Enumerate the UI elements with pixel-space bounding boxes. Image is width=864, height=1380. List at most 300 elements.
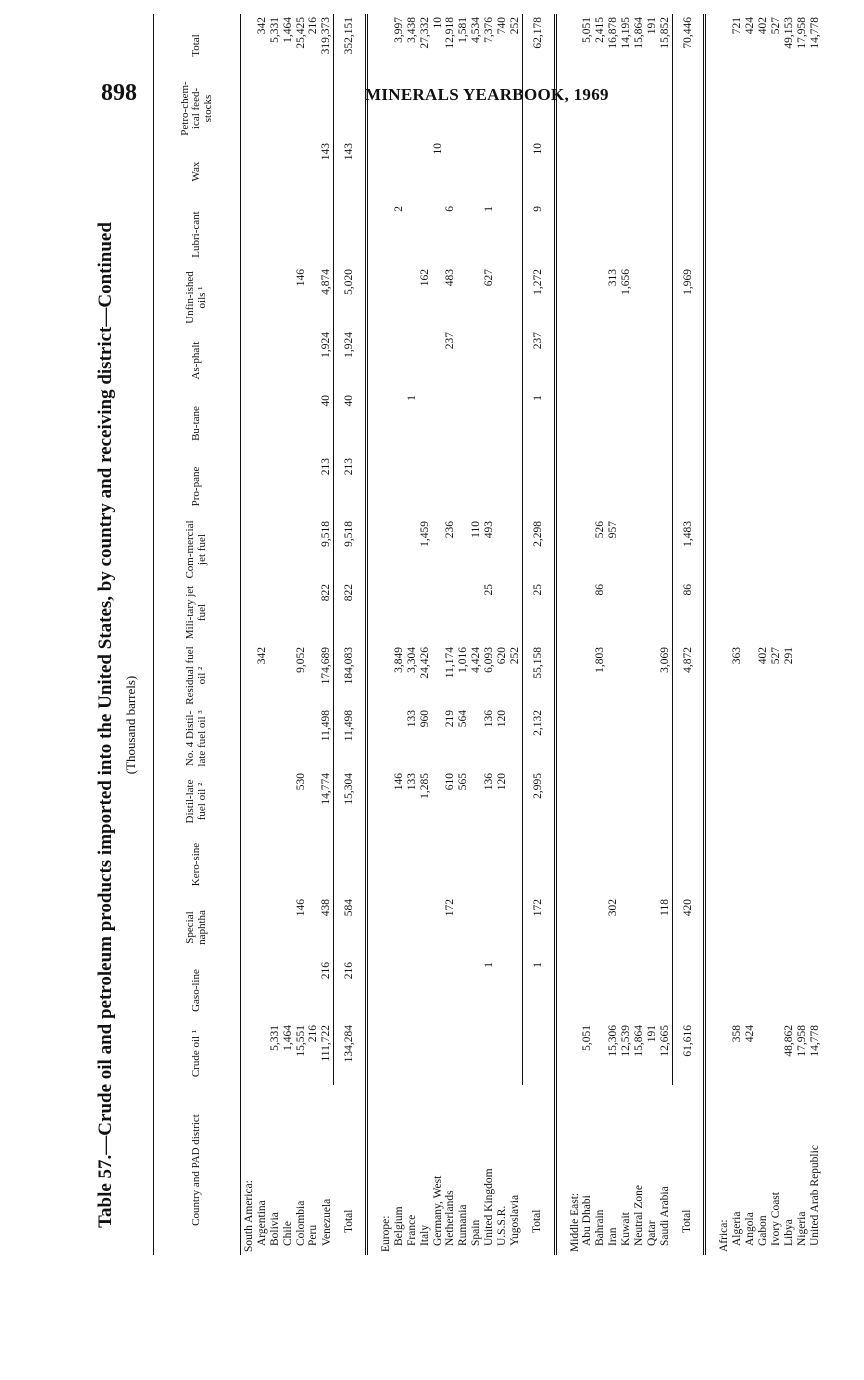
column-header: Petro-chem-ical feed-stocks: [154, 77, 241, 140]
value-cell: [269, 896, 282, 959]
value-cell: [796, 140, 809, 203]
value-cell: 822: [320, 584, 333, 602]
value-cell: [607, 833, 620, 896]
value-cell: [770, 707, 783, 770]
value-cell: 143: [334, 140, 367, 203]
table-row: [581, 14, 594, 1255]
value-cell: 191: [645, 17, 658, 35]
value-cell: 1,803: [594, 647, 607, 673]
value-cell: [307, 455, 320, 518]
value-cell: [783, 392, 796, 455]
value-cell: [419, 581, 432, 644]
value-cell: [509, 203, 522, 266]
value-cell: [607, 140, 620, 203]
value-cell: 216: [334, 959, 367, 1022]
country-name: Nigeria: [795, 1211, 808, 1246]
value-cell: [406, 959, 419, 1022]
value-cell: [672, 455, 705, 518]
value-cell: [744, 203, 757, 266]
value-cell: [393, 392, 406, 455]
value-cell: 12,918: [444, 17, 457, 49]
value-cell: 4,872: [672, 644, 705, 707]
value-cell: [607, 392, 620, 455]
value-cell: [783, 329, 796, 392]
value-cell: 11,174: [444, 647, 457, 679]
country-name: Qatar: [645, 1220, 658, 1246]
value-cell: [796, 896, 809, 959]
value-cell: 146: [392, 773, 405, 791]
country-name: Saudi Arabia: [658, 1186, 671, 1246]
value-cell: [581, 77, 594, 140]
value-cell: [809, 770, 822, 833]
value-cell: 1,464: [281, 17, 294, 43]
value-cell: [744, 707, 757, 770]
value-cell: [457, 959, 470, 1022]
value-cell: [594, 329, 607, 392]
value-cell: 424: [744, 1025, 757, 1043]
value-cell: [496, 896, 509, 959]
value-cell: [594, 1022, 607, 1085]
value-cell: [496, 833, 509, 896]
value-cell: [406, 203, 419, 266]
value-cell: 1,459: [418, 521, 431, 547]
value-cell: 120: [495, 710, 508, 728]
value-cell: 565: [457, 773, 470, 791]
value-cell: [444, 833, 457, 896]
value-cell: 219: [444, 710, 457, 728]
value-cell: [282, 329, 295, 392]
value-cell: [522, 455, 555, 518]
value-cell: [256, 455, 269, 518]
value-cell: [334, 77, 367, 140]
value-cell: [783, 140, 796, 203]
value-cell: 236: [444, 521, 457, 539]
value-cell: [334, 833, 367, 896]
value-cell: [444, 959, 457, 1022]
value-cell: 302: [607, 899, 620, 917]
value-cell: 3,304: [405, 647, 418, 673]
value-cell: [432, 1022, 445, 1085]
value-cell: 957: [607, 521, 620, 539]
value-cell: [320, 203, 333, 266]
table-row: [757, 14, 770, 1255]
value-cell: [457, 77, 470, 140]
value-cell: [607, 581, 620, 644]
value-cell: [796, 455, 809, 518]
value-cell: [470, 203, 483, 266]
value-cell: 1,969: [672, 266, 705, 329]
value-cell: [770, 1022, 783, 1085]
value-cell: [295, 77, 308, 140]
value-cell: [419, 896, 432, 959]
country-name: Spain: [470, 1219, 483, 1246]
value-cell: [256, 203, 269, 266]
spacer-row: [555, 14, 567, 1255]
value-cell: [393, 959, 406, 1022]
value-cell: [393, 833, 406, 896]
table-row: [607, 14, 620, 1255]
country-name: Venezuela: [320, 1198, 333, 1246]
value-cell: [269, 518, 282, 581]
total-row: [672, 14, 705, 1255]
value-cell: [282, 518, 295, 581]
value-cell: 15,304: [334, 770, 367, 833]
table-row: [307, 14, 320, 1255]
value-cell: [470, 266, 483, 329]
value-cell: [496, 77, 509, 140]
value-cell: [731, 140, 744, 203]
value-cell: [607, 644, 620, 707]
value-cell: 70,446: [672, 14, 705, 77]
table-title: Table 57.—Crude oil and petroleum products imported into the United States, by country and receiving district—Continued: [95, 222, 116, 1228]
column-header: As-phalt: [154, 329, 241, 392]
value-cell: 1: [483, 206, 495, 212]
value-cell: [809, 329, 822, 392]
value-cell: [419, 1022, 432, 1085]
spacer-cell: [555, 14, 567, 1255]
value-cell: [307, 959, 320, 1022]
value-cell: 11,498: [334, 707, 367, 770]
country-name: Libya: [782, 1219, 795, 1246]
value-cell: [295, 392, 308, 455]
value-cell: [470, 959, 483, 1022]
value-cell: 291: [782, 647, 795, 665]
value-cell: [406, 140, 419, 203]
value-cell: 10: [431, 143, 444, 155]
value-cell: 15,551: [294, 1025, 307, 1057]
value-cell: 133: [405, 773, 418, 791]
value-cell: [646, 581, 659, 644]
value-cell: 1: [522, 392, 555, 455]
table-row: [646, 14, 659, 1255]
value-cell: 5,331: [268, 17, 281, 43]
spacer-cell: [367, 14, 379, 1255]
value-cell: [659, 140, 672, 203]
value-cell: [809, 644, 822, 707]
country-name: Colombia: [294, 1200, 307, 1246]
value-cell: [594, 203, 607, 266]
table-row: [470, 14, 483, 1255]
country-name: Italy: [418, 1224, 431, 1246]
value-cell: [783, 707, 796, 770]
value-cell: [269, 392, 282, 455]
value-cell: [809, 140, 822, 203]
value-cell: [419, 329, 432, 392]
value-cell: [509, 896, 522, 959]
value-cell: 319,373: [320, 17, 333, 55]
value-cell: 402: [757, 647, 769, 665]
value-cell: [646, 266, 659, 329]
value-cell: [659, 329, 672, 392]
value-cell: [509, 140, 522, 203]
value-cell: [770, 140, 783, 203]
value-cell: [633, 770, 646, 833]
value-cell: [282, 833, 295, 896]
value-cell: [406, 455, 419, 518]
value-cell: 213: [320, 458, 333, 476]
value-cell: [307, 392, 320, 455]
value-cell: [796, 581, 809, 644]
value-cell: [757, 77, 770, 140]
value-cell: 3,849: [392, 647, 405, 673]
value-cell: [809, 266, 822, 329]
value-cell: [659, 707, 672, 770]
value-cell: 10: [431, 17, 444, 29]
value-cell: 527: [769, 17, 782, 35]
running-head: MINERALS YEARBOOK, 1969: [365, 85, 609, 104]
value-cell: [744, 644, 757, 707]
value-cell: [496, 581, 509, 644]
value-cell: [295, 581, 308, 644]
value-cell: [282, 896, 295, 959]
value-cell: [581, 896, 594, 959]
value-cell: [256, 959, 269, 1022]
value-cell: [406, 896, 419, 959]
value-cell: 9: [522, 203, 555, 266]
value-cell: [432, 959, 445, 1022]
value-cell: [783, 581, 796, 644]
value-cell: [770, 392, 783, 455]
value-cell: [581, 140, 594, 203]
value-cell: 55,158: [522, 644, 555, 707]
value-cell: [607, 77, 620, 140]
value-cell: 86: [594, 584, 607, 596]
table-row: [295, 14, 308, 1255]
value-cell: [757, 581, 770, 644]
value-cell: [783, 203, 796, 266]
value-cell: 25: [522, 581, 555, 644]
value-cell: [256, 266, 269, 329]
value-cell: [620, 581, 633, 644]
column-header: Crude oil ¹: [154, 1022, 241, 1085]
column-header: Com-mercial jet fuel: [154, 518, 241, 581]
table-row: [483, 14, 496, 1255]
value-cell: [594, 140, 607, 203]
column-header: Lubri-cant: [154, 203, 241, 266]
value-cell: [444, 140, 457, 203]
value-cell: [659, 833, 672, 896]
value-cell: [470, 329, 483, 392]
value-cell: 14,778: [808, 1025, 821, 1057]
value-cell: [633, 77, 646, 140]
value-cell: 1,924: [320, 332, 333, 358]
value-cell: [809, 77, 822, 140]
value-cell: 136: [483, 710, 495, 728]
value-cell: [770, 518, 783, 581]
value-cell: [432, 770, 445, 833]
value-cell: [633, 455, 646, 518]
value-cell: [470, 140, 483, 203]
value-cell: [457, 392, 470, 455]
value-cell: [731, 581, 744, 644]
value-cell: [269, 581, 282, 644]
value-cell: 3,438: [405, 17, 418, 43]
value-cell: [256, 896, 269, 959]
value-cell: 530: [294, 773, 307, 791]
value-cell: [269, 203, 282, 266]
value-cell: [419, 140, 432, 203]
value-cell: 12,539: [620, 1025, 632, 1057]
value-cell: [444, 1022, 457, 1085]
value-cell: 6: [444, 206, 457, 212]
value-cell: [744, 770, 757, 833]
value-cell: [483, 1022, 496, 1085]
value-cell: 493: [483, 521, 495, 539]
value-cell: 363: [731, 647, 744, 665]
value-cell: [809, 581, 822, 644]
value-cell: [295, 455, 308, 518]
table-row: [509, 14, 522, 1255]
value-cell: 133: [405, 710, 418, 728]
value-cell: [509, 455, 522, 518]
value-cell: 237: [522, 329, 555, 392]
value-cell: [744, 266, 757, 329]
value-cell: [796, 329, 809, 392]
value-cell: 1: [522, 959, 555, 1022]
value-cell: [646, 518, 659, 581]
value-cell: [809, 518, 822, 581]
value-cell: [646, 770, 659, 833]
country-name: Chile: [281, 1221, 294, 1246]
column-header: Country and PAD district: [154, 1085, 241, 1255]
table-row: [457, 14, 470, 1255]
total-label: Total: [342, 1209, 355, 1233]
value-cell: [444, 581, 457, 644]
value-cell: 184,083: [334, 644, 367, 707]
value-cell: [659, 959, 672, 1022]
value-cell: [470, 896, 483, 959]
value-cell: 526: [594, 521, 607, 539]
column-header: Pro-pane: [154, 455, 241, 518]
value-cell: [796, 959, 809, 1022]
value-cell: 14,195: [620, 17, 632, 49]
value-cell: [744, 392, 757, 455]
value-cell: [269, 77, 282, 140]
table-row: [796, 14, 809, 1255]
value-cell: [796, 644, 809, 707]
value-cell: [796, 770, 809, 833]
value-cell: [783, 959, 796, 1022]
value-cell: [770, 833, 783, 896]
table-row: [659, 14, 672, 1255]
value-cell: [809, 203, 822, 266]
value-cell: [744, 140, 757, 203]
value-cell: [282, 203, 295, 266]
value-cell: [581, 392, 594, 455]
value-cell: [269, 266, 282, 329]
value-cell: [496, 392, 509, 455]
value-cell: 1,464: [281, 1025, 294, 1051]
country-name: Neutral Zone: [632, 1185, 645, 1246]
value-cell: [757, 329, 770, 392]
value-cell: 143: [320, 143, 333, 161]
value-cell: [757, 455, 770, 518]
value-cell: [282, 140, 295, 203]
value-cell: 136: [483, 773, 495, 791]
value-cell: [269, 959, 282, 1022]
value-cell: 9,518: [334, 518, 367, 581]
value-cell: 1,285: [418, 773, 431, 799]
value-cell: [457, 518, 470, 581]
value-cell: [457, 896, 470, 959]
value-cell: 5,331: [268, 1025, 281, 1051]
group-heading-row: [567, 14, 582, 1255]
value-cell: [594, 959, 607, 1022]
value-cell: 120: [495, 773, 508, 791]
group-heading-row: [378, 14, 393, 1255]
value-cell: 438: [320, 899, 333, 917]
value-cell: [522, 77, 555, 140]
value-cell: [594, 77, 607, 140]
value-cell: 216: [320, 962, 333, 980]
value-cell: [581, 203, 594, 266]
value-cell: 162: [418, 269, 431, 287]
value-cell: [256, 581, 269, 644]
group-heading-row: [716, 14, 731, 1255]
value-cell: 213: [334, 455, 367, 518]
value-cell: [406, 329, 419, 392]
value-cell: [646, 329, 659, 392]
value-cell: [659, 581, 672, 644]
value-cell: [581, 833, 594, 896]
value-cell: [256, 77, 269, 140]
value-cell: 7,376: [483, 17, 495, 43]
value-cell: [783, 455, 796, 518]
value-cell: 5,020: [334, 266, 367, 329]
value-cell: 342: [255, 17, 268, 35]
value-cell: [620, 833, 633, 896]
spacer-row: [367, 14, 379, 1255]
table-row: [406, 14, 419, 1255]
value-cell: [659, 455, 672, 518]
value-cell: [757, 896, 770, 959]
value-cell: [744, 329, 757, 392]
value-cell: [581, 455, 594, 518]
value-cell: 352,151: [334, 14, 367, 77]
value-cell: [672, 770, 705, 833]
value-cell: [444, 392, 457, 455]
value-cell: [509, 581, 522, 644]
value-cell: [509, 77, 522, 140]
value-cell: [646, 77, 659, 140]
value-cell: [457, 1022, 470, 1085]
value-cell: [731, 833, 744, 896]
value-cell: [646, 140, 659, 203]
value-cell: [757, 959, 770, 1022]
value-cell: [672, 392, 705, 455]
value-cell: [796, 392, 809, 455]
value-cell: [659, 392, 672, 455]
value-cell: [282, 266, 295, 329]
value-cell: [809, 959, 822, 1022]
value-cell: 15,852: [658, 17, 671, 49]
value-cell: [783, 770, 796, 833]
value-cell: [672, 833, 705, 896]
country-name: Bahrain: [594, 1209, 607, 1246]
value-cell: [509, 833, 522, 896]
column-header: Total: [154, 14, 241, 77]
value-cell: [269, 770, 282, 833]
value-cell: [406, 518, 419, 581]
table-row: [282, 14, 295, 1255]
country-name: Netherlands: [444, 1190, 457, 1246]
value-cell: [731, 770, 744, 833]
value-cell: 15,306: [607, 1025, 620, 1057]
value-cell: 252: [508, 17, 521, 35]
value-cell: [432, 455, 445, 518]
value-cell: [633, 707, 646, 770]
value-cell: [620, 644, 633, 707]
